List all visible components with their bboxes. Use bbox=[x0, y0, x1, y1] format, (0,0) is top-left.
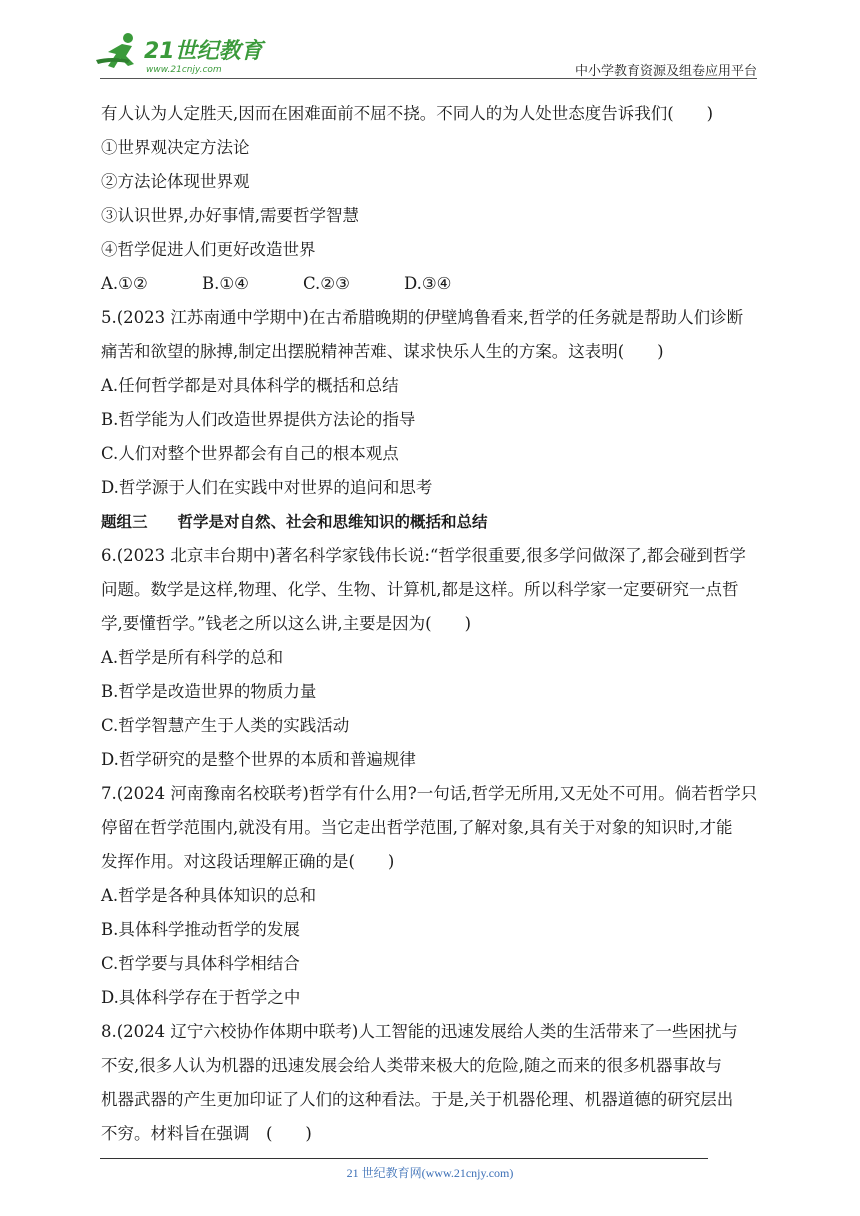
footer-divider bbox=[100, 1158, 708, 1159]
q7-stem-line: 7.(2024 河南豫南名校联考)哲学有什么用?一句话,哲学无所用,又无处不可用。倘若哲学只 bbox=[101, 784, 758, 803]
platform-name: 中小学教育资源及组卷应用平台 bbox=[574, 64, 757, 79]
q6-stem-line: 问题。数学是这样,物理、化学、生物、计算机,都是这样。所以科学家一定要研究一点哲 bbox=[101, 580, 739, 599]
svg-text:www.21cnjy.com: www.21cnjy.com bbox=[146, 65, 222, 75]
q7-option: B.具体科学推动哲学的发展 bbox=[101, 920, 300, 939]
q8-stem-line: 不安,很多人认为机器的迅速发展会给人类带来极大的危险,随之而来的很多机器事故与 bbox=[101, 1056, 722, 1075]
site-logo bbox=[92, 30, 267, 78]
q5-stem-line: 5.(2023 江苏南通中学期中)在古希腊晚期的伊壁鸠鲁看来,哲学的任务就是帮助人们诊断 bbox=[101, 308, 744, 327]
section-label: 题组三 bbox=[101, 513, 148, 531]
q7-option: D.具体科学存在于哲学之中 bbox=[101, 988, 301, 1007]
q4-item: ③认识世界,办好事情,需要哲学智慧 bbox=[101, 206, 359, 225]
q7-stem-line: 发挥作用。对这段话理解正确的是( ) bbox=[101, 852, 395, 871]
option-a: A.①② bbox=[101, 274, 148, 293]
q5-option: D.哲学源于人们在实践中对世界的追问和思考 bbox=[101, 478, 433, 497]
runner-icon bbox=[96, 33, 134, 68]
footer-text: 21 世纪教育网(www.21cnjy.com) bbox=[346, 1166, 514, 1180]
q6-stem-line: 6.(2023 北京丰台期中)著名科学家钱伟长说:“哲学很重要,很多学问做深了,都会碰到哲学 bbox=[101, 546, 746, 565]
q6-option: B.哲学是改造世界的物质力量 bbox=[101, 682, 317, 701]
option-c: C.②③ bbox=[303, 274, 350, 293]
section-heading bbox=[101, 511, 488, 533]
q7-stem-line: 停留在哲学范围内,就没有用。当它走出哲学范围,了解对象,具有关于对象的知识时,才能 bbox=[101, 818, 733, 837]
q4-item: ①世界观决定方法论 bbox=[101, 138, 250, 157]
q4-item: ②方法论体现世界观 bbox=[101, 172, 250, 191]
q6-option: C.哲学智慧产生于人类的实践活动 bbox=[101, 716, 350, 735]
q4-stem-tail: 有人认为人定胜天,因而在困难面前不屈不挠。不同人的为人处世态度告诉我们( ) bbox=[101, 104, 714, 123]
q8-stem-line: 不穷。材料旨在强调 ( ) bbox=[101, 1124, 312, 1143]
q5-option: A.任何哲学都是对具体科学的概括和总结 bbox=[101, 376, 399, 395]
q7-option: C.哲学要与具体科学相结合 bbox=[101, 954, 300, 973]
q6-stem-line: 学,要懂哲学。”钱老之所以这么讲,主要是因为( ) bbox=[101, 614, 472, 633]
page-header bbox=[92, 30, 757, 80]
q4-options bbox=[101, 273, 505, 295]
q4-item: ④哲学促进人们更好改造世界 bbox=[101, 240, 316, 259]
option-d: D.③④ bbox=[404, 274, 452, 293]
q7-option: A.哲学是各种具体知识的总和 bbox=[101, 886, 317, 905]
q6-option: D.哲学研究的是整个世界的本质和普遍规律 bbox=[101, 750, 416, 769]
header-divider bbox=[100, 78, 757, 79]
q8-stem-line: 8.(2024 辽宁六校协作体期中联考)人工智能的迅速发展给人类的生活带来了一些困扰与 bbox=[101, 1022, 738, 1041]
option-b: B.①④ bbox=[202, 274, 249, 293]
q5-stem-line: 痛苦和欲望的脉搏,制定出摆脱精神苦难、谋求快乐人生的方案。这表明( ) bbox=[101, 342, 664, 361]
section-title: 哲学是对自然、社会和思维知识的概括和总结 bbox=[177, 513, 488, 531]
q5-option: C.人们对整个世界都会有自己的根本观点 bbox=[101, 444, 399, 463]
q5-option: B.哲学能为人们改造世界提供方法论的指导 bbox=[101, 410, 416, 429]
q8-stem-line: 机器武器的产生更加印证了人们的这种看法。于是,关于机器伦理、机器道德的研究层出 bbox=[101, 1090, 734, 1109]
svg-text:21世纪教育: 21世纪教育 bbox=[144, 39, 263, 64]
q6-option: A.哲学是所有科学的总和 bbox=[101, 648, 284, 667]
